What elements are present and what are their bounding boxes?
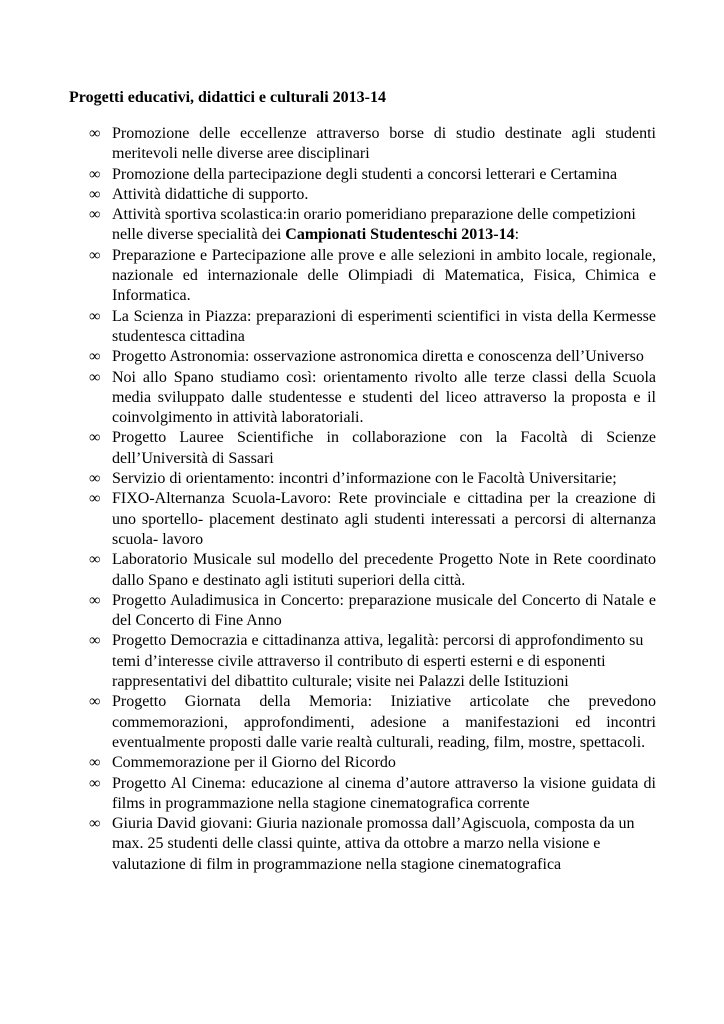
list-item (0, 205, 656, 246)
infinity-bullet-icon: ∞ (89, 470, 101, 488)
list-item (0, 814, 656, 875)
list-item (0, 591, 656, 632)
list-item-text: Progetto Democrazia e cittadinanza attiva, legalità: percorsi di approfondimento su temi d’interesse civile attraverso il contributo di esperti esterni e di esponenti rappresentativi del dibattito culturale; visite nei Palazzi delle Istituzioni (112, 632, 644, 691)
list-item-text: La Scienza in Piazza: preparazioni di esperimenti scientifici in vista della Kermesse studentesca cittadina (112, 307, 656, 345)
list-item (0, 428, 656, 469)
infinity-bullet-icon: ∞ (89, 551, 101, 569)
infinity-bullet-icon: ∞ (89, 206, 101, 224)
list-item (0, 774, 656, 815)
list-item (0, 550, 656, 591)
document-title: Progetti educativi, didattici e culturali 2013-14 (69, 89, 386, 106)
list-item-text: Noi allo Spano studiamo così: orientamento rivolto alle terze classi della Scuola media sviluppato dalle studentesse e studenti del liceo attraverso la proposta e il coinvolgimento in attività laboratoriali. (112, 368, 656, 427)
infinity-bullet-icon: ∞ (89, 774, 101, 792)
list-item-text: Attività didattiche di supporto. (112, 185, 309, 203)
list-item-text: Commemorazione per il Giorno del Ricordo (112, 754, 396, 772)
list-item-suffix: : (514, 226, 520, 244)
list-item (0, 489, 656, 550)
list-item-text: Promozione delle eccellenze attraverso borse di studio destinate agli studenti meritevoli nelle diverse aree disciplinari (112, 125, 656, 163)
infinity-bullet-icon: ∞ (89, 307, 101, 325)
project-list (0, 124, 724, 875)
infinity-bullet-icon: ∞ (89, 815, 101, 833)
infinity-bullet-icon: ∞ (89, 368, 101, 386)
infinity-bullet-icon: ∞ (89, 246, 101, 264)
list-item-text-compound (112, 205, 656, 246)
list-item-text: Preparazione e Partecipazione alle prove e alle selezioni in ambito locale, regionale, nazionale ed internazionale delle Olimpiadi di Matematica, Fisica, Chimica e Informatica. (112, 246, 656, 305)
list-item-text: Progetto Lauree Scientifiche in collaborazione con la Facoltà di Scienze dell’Università di Sassari (112, 429, 656, 467)
infinity-bullet-icon: ∞ (89, 429, 101, 447)
list-item (0, 469, 656, 489)
list-item (0, 753, 656, 773)
infinity-bullet-icon: ∞ (89, 165, 101, 183)
list-item (0, 692, 656, 753)
list-item-text: Giuria David giovani: Giuria nazionale promossa dall’Agiscuola, composta da un max. 25 studenti delle classi quinte, attiva da ottobre a marzo nella visione e valutazione di film in programmazione nella stagione cinematografica (112, 815, 635, 873)
list-item-text: Servizio di orientamento: incontri d’informazione con le Facoltà Universitarie; (112, 470, 617, 488)
list-item-text: Attività sportiva scolastica:in orario pomeridiano preparazione delle competizioni nelle diverse specialità dei (112, 206, 636, 244)
list-item (0, 165, 656, 185)
list-item-text: Progetto Astronomia: osservazione astronomica diretta e conoscenza dell’Universo (112, 348, 644, 366)
list-item-text: FIXO-Alternanza Scuola-Lavoro: Rete provinciale e cittadina per la creazione di uno sportello- placement destinato agli studenti interessati a percorsi di alternanza scuola- lavoro (112, 490, 656, 548)
list-item-bold-text: Campionati Studenteschi 2013-14 (285, 226, 515, 244)
infinity-bullet-icon: ∞ (89, 348, 101, 366)
list-item (0, 631, 656, 692)
infinity-bullet-icon: ∞ (89, 185, 101, 203)
infinity-bullet-icon: ∞ (89, 693, 101, 711)
list-item-text: Promozione della partecipazione degli studenti a concorsi letterari e Certamina (112, 165, 618, 183)
list-item (0, 347, 656, 367)
list-item-text: Laboratorio Musicale sul modello del precedente Progetto Note in Rete coordinato dallo Spano e destinato agli istituti superiori della città. (112, 551, 656, 589)
list-item-text: Progetto Al Cinema: educazione al cinema d’autore attraverso la visione guidata di films in programmazione nella stagione cinematografica corrente (112, 774, 656, 812)
list-item (0, 124, 656, 165)
infinity-bullet-icon: ∞ (89, 490, 101, 508)
list-item (0, 368, 656, 429)
list-item-text: Progetto Giornata della Memoria: Iniziative articolate che prevedono commemorazioni, approfondimenti, adesione a manifestazioni ed incontri eventualmente proposti dalle varie realtà culturali, reading, film, mostre, spettacoli. (112, 693, 656, 751)
list-item (0, 246, 656, 307)
list-item-text: Progetto Auladimusica in Concerto: preparazione musicale del Concerto di Natale e del Concerto di Fine Anno (112, 591, 656, 630)
infinity-bullet-icon: ∞ (89, 632, 101, 650)
infinity-bullet-icon: ∞ (89, 125, 101, 142)
list-item (0, 185, 656, 205)
infinity-bullet-icon: ∞ (89, 591, 101, 609)
list-item (0, 307, 656, 348)
infinity-bullet-icon: ∞ (89, 754, 101, 772)
